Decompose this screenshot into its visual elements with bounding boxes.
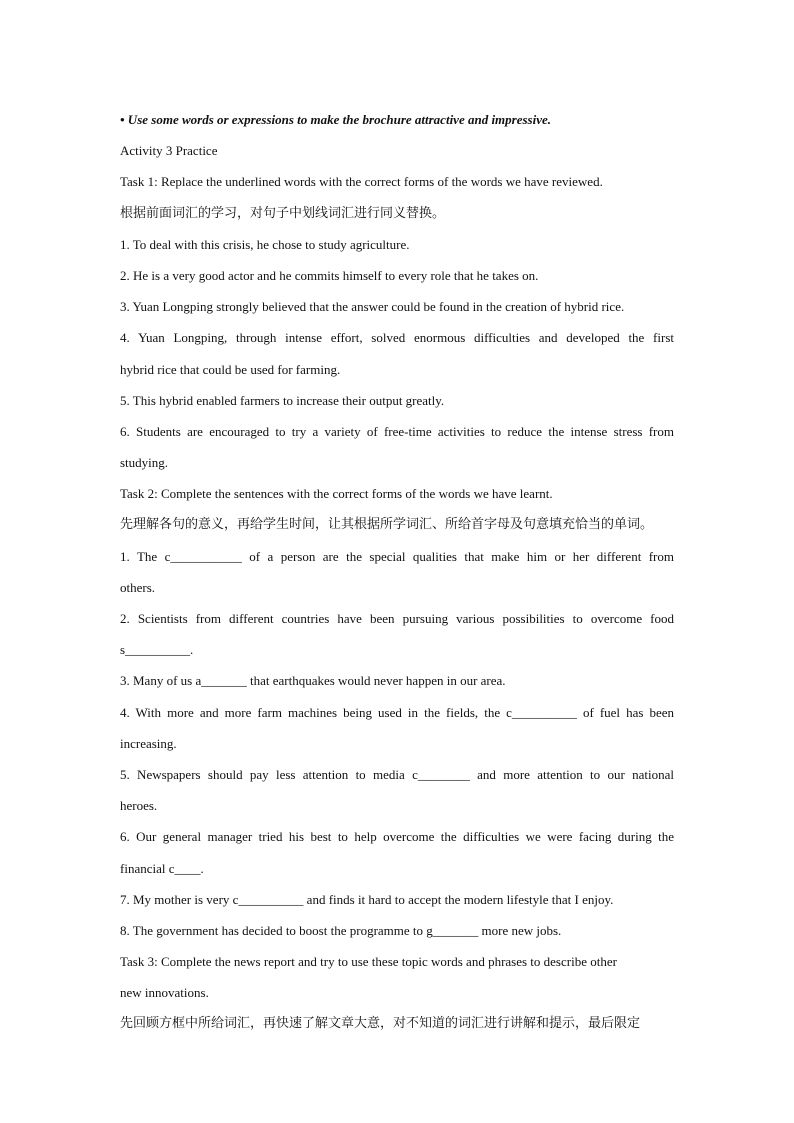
task2-item-8: 8. The government has decided to boost the programme to g_______ more new jobs. xyxy=(120,922,562,938)
task1-chinese-note: 根据前面词汇的学习，对句子中划线词汇进行同义替换。 xyxy=(120,205,446,221)
task2-item-6: 6. Our general manager tried his best to help overcome the difficulties we were facing during the xyxy=(120,829,674,845)
task2-item-4: 4. With more and more farm machines being used in the fields, the c__________ of fuel has been xyxy=(120,704,674,720)
task2-item-1: 1. The c___________ of a person are the special qualities that make him or her different from xyxy=(120,548,674,564)
bullet-instruction: • Use some words or expressions to make the brochure attractive and impressive. xyxy=(120,112,552,127)
task3-instruction-cont: new innovations. xyxy=(120,985,209,1001)
activity-heading: Activity 3 Practice xyxy=(120,143,218,159)
task1-item-4-cont: hybrid rice that could be used for farming. xyxy=(120,361,341,377)
task1-item-2: 2. He is a very good actor and he commits himself to every role that he takes on. xyxy=(120,267,539,283)
task1-item-3: 3. Yuan Longping strongly believed that the answer could be found in the creation of hybrid rice. xyxy=(120,299,625,315)
task2-chinese-note: 先理解各句的意义，再给学生时间，让其根据所学词汇、所给首字母及句意填充恰当的单词。 xyxy=(120,517,654,533)
task2-item-5-cont: heroes. xyxy=(120,798,158,814)
task2-item-4-cont: increasing. xyxy=(120,735,177,751)
task2-instruction: Task 2: Complete the sentences with the correct forms of the words we have learnt. xyxy=(120,486,553,502)
task2-item-7: 7. My mother is very c__________ and finds it hard to accept the modern lifestyle that I enjoy. xyxy=(120,891,614,907)
task2-item-5: 5. Newspapers should pay less attention to media c________ and more attention to our national xyxy=(120,766,674,782)
task3-chinese-note: 先回顾方框中所给词汇，再快速了解文章大意，对不知道的词汇进行讲解和提示，最后限定 xyxy=(120,1016,641,1032)
task2-item-6-cont: financial c____. xyxy=(120,860,204,876)
task2-item-2-cont: s__________. xyxy=(120,642,194,658)
task2-item-2: 2. Scientists from different countries have been pursuing various possibilities to overcome food xyxy=(120,611,674,626)
task1-item-4: 4. Yuan Longping, through intense effort, solved enormous difficulties and developed the first xyxy=(120,330,674,346)
task1-item-1: 1. To deal with this crisis, he chose to study agriculture. xyxy=(120,236,410,252)
task1-item-5: 5. This hybrid enabled farmers to increase their output greatly. xyxy=(120,392,445,408)
task1-item-6-cont: studying. xyxy=(120,455,169,471)
task3-instruction: Task 3: Complete the news report and try to use these topic words and phrases to describe other xyxy=(120,954,617,970)
task1-instruction: Task 1: Replace the underlined words with the correct forms of the words we have reviewed. xyxy=(120,174,603,190)
document-body xyxy=(120,104,674,1040)
task2-item-1-cont: others. xyxy=(120,579,156,595)
task2-item-3: 3. Many of us a_______ that earthquakes would never happen in our area. xyxy=(120,673,506,689)
task1-item-6: 6. Students are encouraged to try a variety of free-time activities to reduce the intense stress from xyxy=(120,423,674,439)
